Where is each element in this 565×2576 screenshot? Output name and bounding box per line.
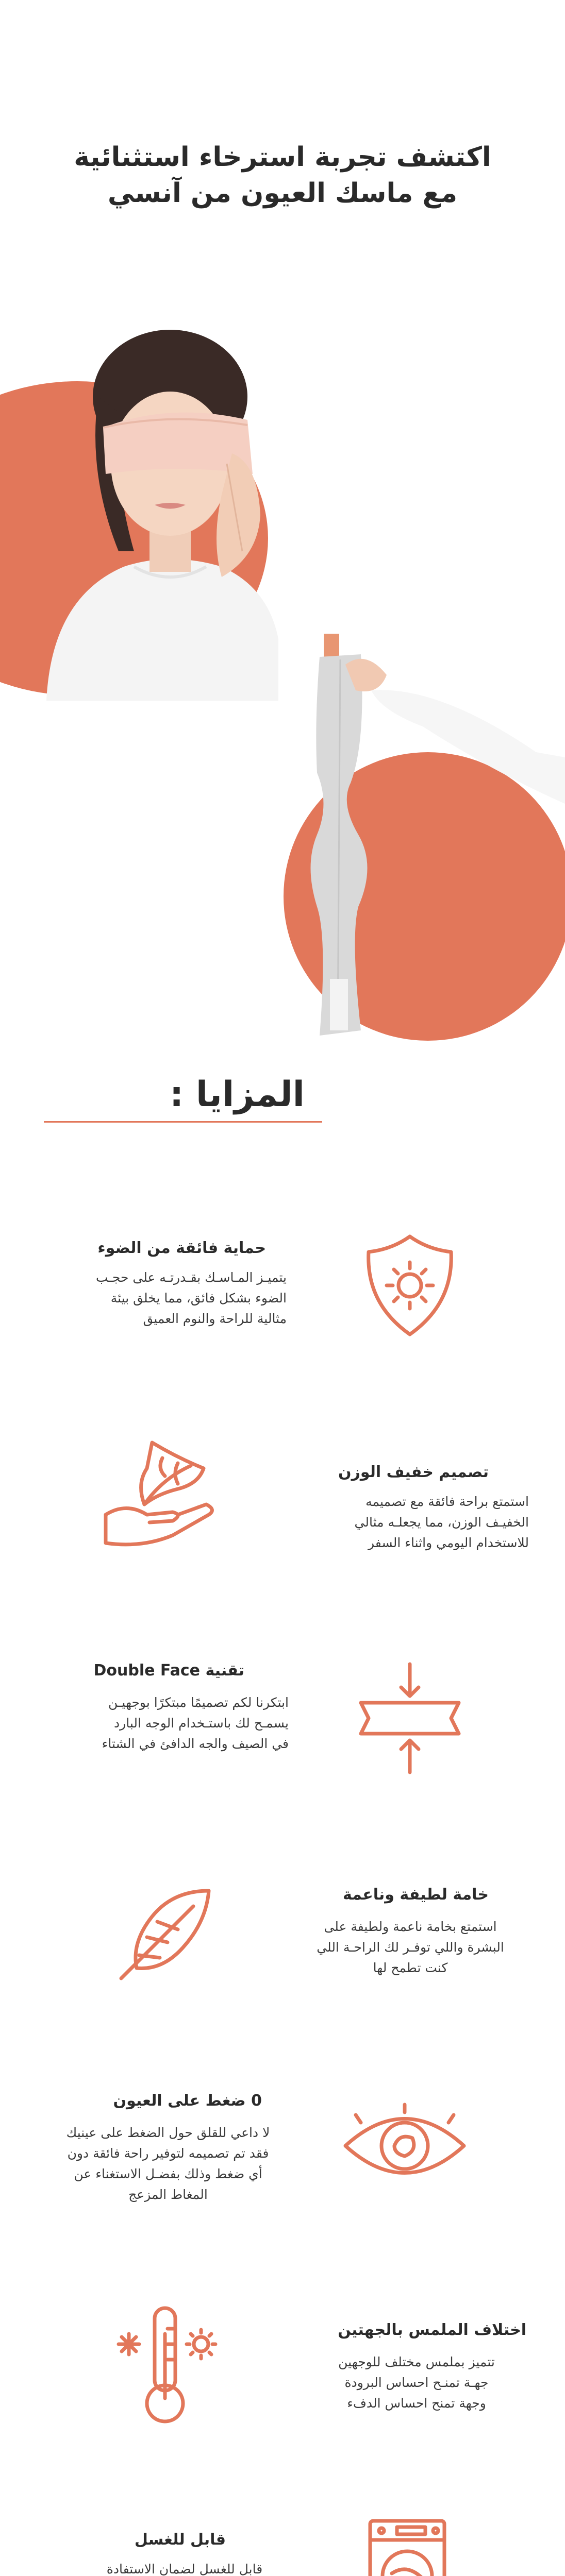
title-line-2: مع ماسك العيون من آنسي	[107, 178, 458, 209]
feature-title-double-face: تقنية Double Face	[93, 1662, 244, 1680]
feature-title-dual-texture: اختلاف الملمس بالجهتين	[338, 2321, 526, 2339]
feature-desc-double-face: ابتكرنا لكم تصميمًا مبتكرًا بوجهيـن يسمـح لك باستـخدام الوجه البارد في الصيف والجه الدافئ في الشتاء	[102, 1695, 289, 1751]
page-title	[0, 139, 565, 211]
feature-desc-lightweight: استمتع براحة فائقة مع تصميمه الخفيـف الوزن، مما يجعلـه مثالي للاستخدام اليومي واثناء السفر	[354, 1494, 529, 1550]
feather-icon	[116, 1886, 214, 1984]
washing-machine-icon	[366, 2517, 448, 2576]
feature-title-soft-fabric: خامة لطيفة وناعمة	[342, 1886, 489, 1904]
mask-strap-illustration	[268, 618, 565, 1082]
feature-desc-zero-pressure: لا داعي للقلق حول الضغط على عينيك فقد تم تصميمه لتوفير راحة فائقة دون أي ضغط وذلك بفضـل الاستغناء عن المغاط المزعج	[66, 2125, 270, 2202]
thermometer-icon	[106, 2303, 224, 2427]
light-shield-icon	[361, 1231, 459, 1340]
feature-title-lightweight: تصميم خفيف الوزن	[338, 1463, 489, 1481]
feature-title-light-protection: حماية فائقة من الضوء	[97, 1239, 266, 1257]
feature-desc-light-protection: يتميـز المـاسـك بقـدرتـه على حجـب الضوء بشكل فائق، مما يخلق بيئة مثالية للراحة والنوم العميق	[95, 1270, 287, 1326]
eye-icon	[340, 2102, 469, 2190]
feature-desc-washable: قابل للغسل لضمان الاستفادة	[106, 2562, 263, 2576]
heading-underline	[44, 1121, 322, 1123]
feather-hand-icon	[101, 1437, 219, 1551]
feature-desc-dual-texture: تتميز بملمس مختلف للوجهين جهـة تمنـح احساس البرودة وجهة تمنح احساس الدفء	[338, 2354, 495, 2411]
mask-strap-photo	[268, 618, 565, 1082]
press-arrows-icon	[356, 1659, 464, 1777]
title-line-1: اكتشف تجربة استرخاء استثنائية	[74, 142, 491, 173]
feature-desc-soft-fabric: استمتع بخامة ناعمة ولطيفة على البشرة واللي توفـر لك الراحـة اللي كنت تطمح لها	[317, 1919, 504, 1975]
hero-photo	[0, 309, 278, 701]
feature-title-washable: قابل للغسل	[134, 2531, 226, 2549]
feature-title-zero-pressure: 0 ضغط على العيون	[113, 2092, 262, 2110]
woman-with-mask-illustration	[0, 309, 278, 701]
features-heading: المزايا :	[170, 1074, 305, 1115]
